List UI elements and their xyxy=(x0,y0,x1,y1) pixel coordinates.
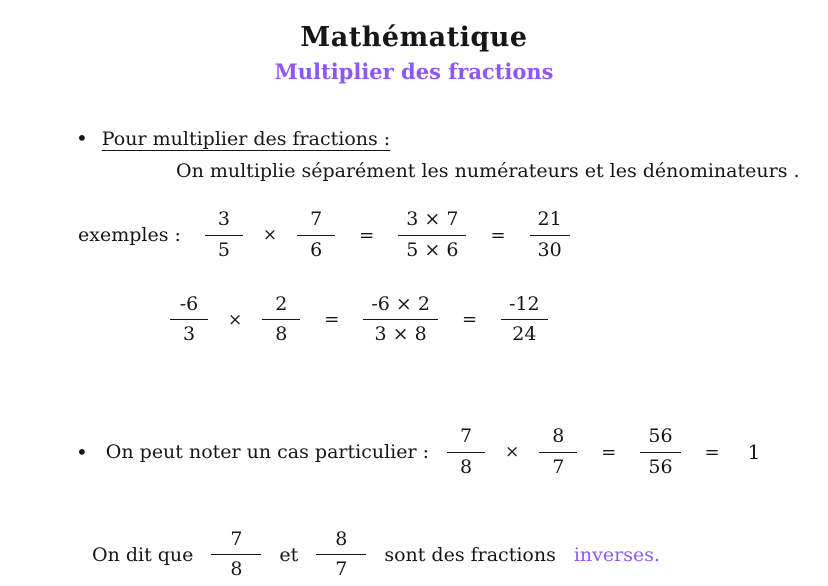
example-row-1 xyxy=(78,208,828,263)
fraction-numerator: 7 xyxy=(297,208,335,236)
inverse-prefix: On dit que xyxy=(92,543,194,566)
fraction-numerator: 56 xyxy=(640,425,680,453)
fraction xyxy=(530,208,570,263)
fraction-numerator: -6 × 2 xyxy=(363,293,438,321)
fraction-numerator: -12 xyxy=(501,293,548,321)
times-operator: × xyxy=(505,442,520,463)
fraction-numerator: 21 xyxy=(530,208,570,236)
fraction-denominator: 6 xyxy=(310,238,323,261)
particular-heading: On peut noter un cas particulier : xyxy=(105,441,430,464)
fraction-numerator: -6 xyxy=(170,293,208,321)
fraction-numerator: 3 xyxy=(205,208,243,236)
rule-body: On multiplie séparément les numérateurs et les dénominateurs . xyxy=(176,160,800,182)
fraction-denominator: 30 xyxy=(537,238,562,261)
example-row-2 xyxy=(170,293,828,348)
fraction-denominator: 8 xyxy=(275,323,288,346)
fraction xyxy=(297,208,335,263)
inverse-conjunction: et xyxy=(279,543,299,566)
fraction-denominator: 8 xyxy=(459,455,473,478)
rule-heading-line xyxy=(76,126,828,150)
fraction-denominator: 56 xyxy=(648,455,673,478)
fraction-numerator: 3 × 7 xyxy=(398,208,466,236)
fraction-denominator: 5 × 6 xyxy=(406,238,459,261)
fraction xyxy=(398,208,466,263)
equals-sign: = xyxy=(704,441,720,463)
fraction-numerator: 2 xyxy=(262,293,300,321)
page-subtitle: Multiplier des fractions xyxy=(274,59,554,84)
fraction xyxy=(205,208,243,263)
fraction-numerator: 8 xyxy=(316,528,366,556)
fraction-numerator: 7 xyxy=(211,528,261,556)
fraction xyxy=(640,425,680,480)
equals-sign: = xyxy=(601,441,617,463)
equals-sign: = xyxy=(490,224,506,246)
equals-sign: = xyxy=(359,224,375,246)
fraction-denominator: 8 xyxy=(230,558,243,581)
rule-heading: Pour multiplier des fractions : xyxy=(101,128,391,150)
fraction xyxy=(262,293,300,348)
fraction-denominator: 3 xyxy=(182,323,196,346)
fraction xyxy=(316,528,366,583)
page-title: Mathématique xyxy=(300,22,528,53)
times-operator: × xyxy=(262,225,278,246)
fraction-denominator: 7 xyxy=(335,558,348,581)
fraction xyxy=(539,425,577,480)
fraction-numerator: 7 xyxy=(447,425,485,453)
inverse-suffix: sont des fractions xyxy=(384,543,556,566)
fraction-numerator: 8 xyxy=(539,425,577,453)
fraction-denominator: 24 xyxy=(512,323,537,346)
fraction xyxy=(447,425,485,480)
equals-sign: = xyxy=(324,309,340,331)
fraction-denominator: 5 xyxy=(217,238,230,261)
equals-sign: = xyxy=(461,309,478,331)
page-header xyxy=(0,0,828,84)
result-value: 1 xyxy=(747,440,761,465)
fraction xyxy=(501,293,548,348)
particular-case-row xyxy=(76,425,828,480)
fraction-denominator: 3 × 8 xyxy=(374,323,427,346)
bullet-marker: • xyxy=(76,440,88,465)
times-operator: × xyxy=(228,309,243,330)
inverse-highlight: inverses. xyxy=(573,543,661,566)
bullet-marker: • xyxy=(76,126,88,150)
fraction xyxy=(170,293,208,348)
inverse-definition-row xyxy=(92,528,828,583)
fraction-denominator: 7 xyxy=(552,455,565,478)
fraction xyxy=(363,293,438,348)
fraction xyxy=(211,528,261,583)
examples-label: exemples : xyxy=(78,224,181,247)
